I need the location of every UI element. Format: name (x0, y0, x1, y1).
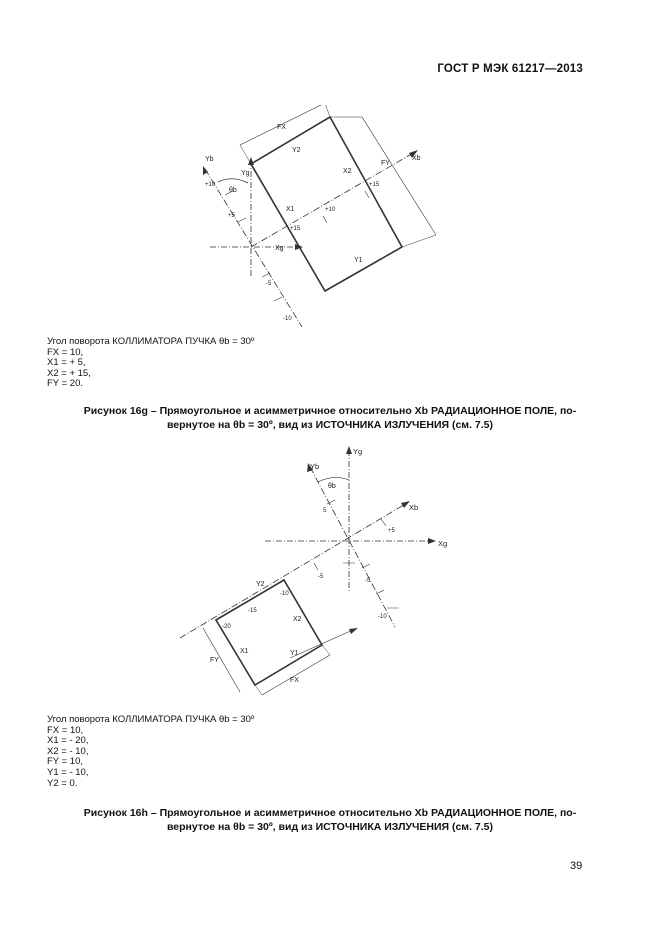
label-y2: Y2 (292, 147, 301, 154)
yb-axis (310, 467, 395, 627)
tick-m5: -5 (318, 574, 324, 580)
direction-arrow-line (290, 629, 355, 658)
figure-16g-svg (0, 105, 661, 335)
label-y2: Y2 (256, 581, 265, 588)
label-fx: FX (290, 677, 299, 684)
label-yg: Yg (241, 170, 250, 177)
label-theta: θb (328, 483, 336, 490)
label-x2: X2 (343, 168, 352, 175)
figure-16h-diagram (0, 440, 661, 712)
caption-line-1: Рисунок 16g – Прямоугольное и асимметричное относительно Xb РАДИАЦИОННОЕ ПОЛЕ, по- (83, 405, 577, 417)
tick-xp10: +10 (325, 207, 336, 213)
yg-arrow (346, 446, 352, 454)
xg-arrow (428, 538, 436, 544)
radiation-field (251, 117, 402, 291)
yb-axis (205, 169, 302, 327)
yb-arrow (203, 166, 208, 175)
param-line: FY = 10, (47, 756, 84, 768)
direction-arrow-head (349, 628, 358, 634)
tick-m15: -15 (248, 608, 257, 614)
label-y1: Y1 (290, 650, 299, 657)
label-fx: FX (277, 124, 286, 131)
tick-m5: -5 (266, 281, 272, 287)
figure-16g-parameters (47, 337, 254, 390)
figure-16h-svg (0, 440, 661, 712)
param-line: Y1 = - 10, (47, 766, 89, 778)
label-xg: Xg (275, 245, 284, 252)
tick-p5: +5 (388, 528, 395, 534)
tick-p5: +5 (228, 213, 235, 219)
label-fy: FY (210, 657, 219, 664)
param-line: FX = 10, (47, 724, 84, 736)
label-x1: X1 (286, 206, 295, 213)
tick-m10: -10 (378, 614, 387, 620)
xb-axis (251, 152, 415, 247)
param-line: X2 = - 10, (47, 745, 89, 757)
page-number: 39 (570, 860, 583, 872)
theta-arc (318, 477, 349, 482)
param-line: FY = 20. (47, 378, 84, 390)
label-theta: θb (229, 187, 237, 194)
label-yg: Yg (353, 447, 363, 456)
tick-p10: +10 (205, 182, 216, 188)
tick-m10-field: -10 (280, 591, 289, 597)
label-xb: Xb (409, 503, 419, 512)
label-xb: Xb (412, 155, 421, 162)
label-x2: X2 (293, 616, 302, 623)
param-line: X2 = + 15, (47, 367, 91, 379)
param-line: Y2 = 0. (47, 777, 78, 789)
figure-16h-parameters (47, 715, 254, 789)
param-line: Угол поворота КОЛЛИМАТОРА ПУЧКА θb = 30º (47, 714, 255, 725)
label-y1: Y1 (354, 257, 363, 264)
param-line: X1 = - 20, (47, 735, 89, 747)
caption-line-1: Рисунок 16h – Прямоугольное и асимметричное относительно Xb РАДИАЦИОННОЕ ПОЛЕ, по- (83, 807, 577, 819)
tick-p15: +15 (290, 226, 301, 232)
param-line: Угол поворота КОЛЛИМАТОРА ПУЧКА θb = 30º (47, 336, 255, 347)
tick-m20: -20 (222, 624, 231, 630)
tick-m10: -10 (283, 316, 292, 322)
tick-5: 5 (323, 508, 327, 514)
document-header: ГОСТ Р МЭК 61217—2013 (437, 63, 583, 75)
param-line: X1 = + 5, (47, 357, 86, 369)
figure-16g-caption (40, 404, 620, 432)
yg-arrow (248, 157, 254, 165)
label-fy: FY (381, 160, 390, 167)
caption-line-2: вернутое на θb = 30º, вид из ИСТОЧНИКА ИЗЛУЧЕНИЯ (см. 7.5) (166, 821, 493, 833)
figure-16g-diagram (0, 105, 661, 335)
figure-16h-caption (40, 806, 620, 834)
label-xg: Xg (438, 539, 448, 548)
caption-line-2: вернутое на θb = 30º, вид из ИСТОЧНИКА ИЗЛУЧЕНИЯ (см. 7.5) (166, 419, 493, 431)
fy-dimension (203, 628, 240, 692)
theta-arc (218, 179, 248, 183)
tick-xp15: +15 (369, 182, 380, 188)
label-x1: X1 (240, 648, 249, 655)
tick-ym5: -5 (365, 578, 371, 584)
label-yb: Yb (205, 156, 214, 163)
param-line: FX = 10, (47, 346, 84, 358)
label-yb: Yb (310, 462, 320, 471)
